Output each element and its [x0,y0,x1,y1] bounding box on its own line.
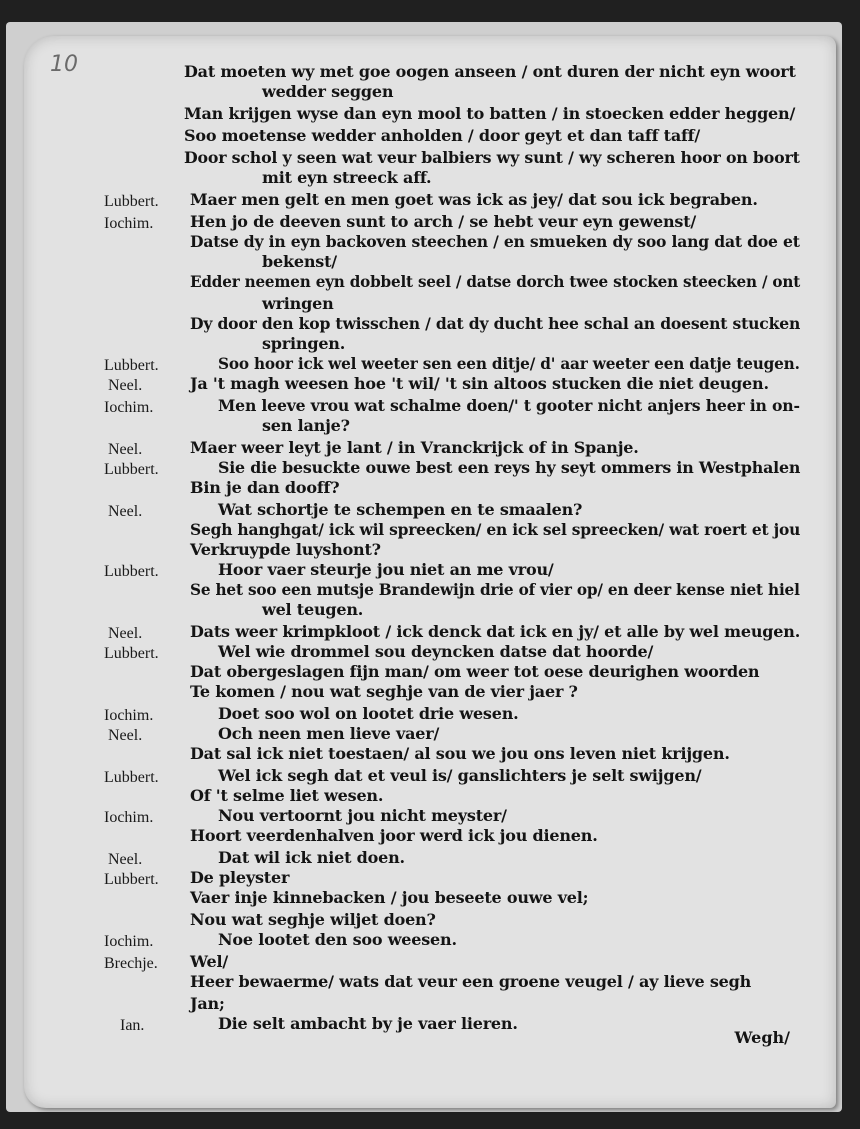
speaker-name: Neel. [108,851,143,868]
verse-line: Bin je dan dooff? [190,478,340,497]
verse-line: Och neen men lieve vaer/ [218,724,440,743]
verse-line: Nou wat seghje wiljet doen? [190,910,436,929]
verse-line: Soo hoor ick wel weeter sen een ditje/ d' aar weeter een datje teugen. [218,354,800,373]
speaker-name: Ian. [120,1017,145,1034]
speaker-name: Lubbert. [104,461,159,478]
verse-line: Dat obergeslagen fijn man/ om weer tot oese deurighen woorden [190,662,760,681]
verse-line: Noe lootet den soo weesen. [218,930,457,949]
verse-line: Wel wie drommel sou deyncken datse dat hoorde/ [218,642,654,661]
catchword: Wegh/ [734,1028,790,1047]
verse-line: springen. [262,334,346,353]
speaker-name: Neel. [108,377,143,394]
verse-line: Dat wil ick niet doen. [218,848,405,867]
verse-line: Heer bewaerme/ wats dat veur een groene veugel / ay lieve segh [190,972,752,991]
verse-line: Dat moeten wy met goe oogen anseen / ont duren der nicht eyn woort [184,62,796,81]
verse-line: Door schol y seen wat veur balbiers wy sunt / wy scheren hoor on boort [184,148,800,167]
speaker-name: Lubbert. [104,193,159,210]
verse-line: Nou vertoornt jou nicht meyster/ [218,806,507,825]
speaker-name: Iochim. [104,399,154,416]
verse-line: bekenst/ [262,252,337,271]
verse-line: sen lanje? [262,416,350,435]
speaker-name: Lubbert. [104,645,159,662]
verse-line: Te komen / nou wat seghje van de vier jaer ? [190,682,578,701]
verse-line: Segh hanghgat/ ick wil spreecken/ en ick sel spreecken/ wat roert et jou [190,520,801,539]
speaker-name: Iochim. [104,809,154,826]
verse-line: Doet soo wol on lootet drie wesen. [218,704,519,723]
verse-line: Dy door den kop twisschen / dat dy ducht hee schal an doesent stucken [190,314,801,333]
verse-line: Die selt ambacht by je vaer lieren. [218,1014,518,1033]
speaker-name: Iochim. [104,707,154,724]
verse-line: Edder neemen eyn dobbelt seel / datse dorch twee stocken steecken / ont [190,272,801,291]
verse-line: Jan; [190,994,225,1013]
speaker-name: Neel. [108,727,143,744]
verse-line: wel teugen. [262,600,364,619]
verse-line: Datse dy in eyn backoven steechen / en smueken dy soo lang dat doe et [190,232,800,251]
verse-line: Men leeve vrou wat schalme doen/' t gooter nicht anjers heer in on- [218,396,800,415]
verse-line: Of 't selme liet wesen. [190,786,384,805]
speaker-name: Neel. [108,625,143,642]
verse-line: wedder seggen [262,82,394,101]
speaker-name: Brechje. [104,955,158,972]
speaker-name: Lubbert. [104,357,159,374]
speaker-name: Neel. [108,441,143,458]
verse-line: Hen jo de deeven sunt to arch / se hebt veur eyn gewenst/ [190,212,697,231]
verse-line: Wel/ [190,952,228,971]
verse-line: De pleyster [190,868,290,887]
verse-line: Vaer inje kinnebacken / jou beseete ouwe vel; [190,888,589,907]
speaker-name: Lubbert. [104,871,159,888]
verse-line: Verkruypde luyshont? [190,540,381,559]
verse-line: Dat sal ick niet toestaen/ al sou we jou ons leven niet krijgen. [190,744,730,763]
verse-line: Wel ick segh dat et veul is/ ganslichters je selt swijgen/ [218,766,702,785]
verse-line: Sie die besuckte ouwe best een reys hy seyt ommers in Westphalen [218,458,801,477]
speaker-name: Lubbert. [104,769,159,786]
verse-line: Wat schortje te schempen en te smaalen? [218,500,583,519]
verse-line: Ja 't magh weesen hoe 't wil/ 't sin altoos stucken die niet deugen. [190,374,769,393]
verse-line: Maer men gelt en men goet was ick as jey/ dat sou ick begraben. [190,190,758,209]
verse-line: mit eyn streeck aff. [262,168,432,187]
verse-line: Hoor vaer steurje jou niet an me vrou/ [218,560,554,579]
verse-line: Hoort veerdenhalven joor werd ick jou dienen. [190,826,598,845]
speaker-name: Neel. [108,503,143,520]
verse-line: Dats weer krimpkloot / ick denck dat ick en jy/ et alle by wel meugen. [190,622,801,641]
verse-line: Maer weer leyt je lant / in Vranckrijck of in Spanje. [190,438,639,457]
page-number: 10 [50,52,78,77]
speaker-name: Iochim. [104,933,154,950]
verse-line: Soo moetense wedder anholden / door geyt et dan taff taff/ [184,126,701,145]
speaker-name: Iochim. [104,215,154,232]
verse-line: wringen [262,294,334,313]
verse-line: Man krijgen wyse dan eyn mool to batten / in stoecken edder heggen/ [184,104,796,123]
speaker-name: Lubbert. [104,563,159,580]
verse-line: Se het soo een mutsje Brandewijn drie of vier op/ en deer kense niet hiel [190,580,800,599]
